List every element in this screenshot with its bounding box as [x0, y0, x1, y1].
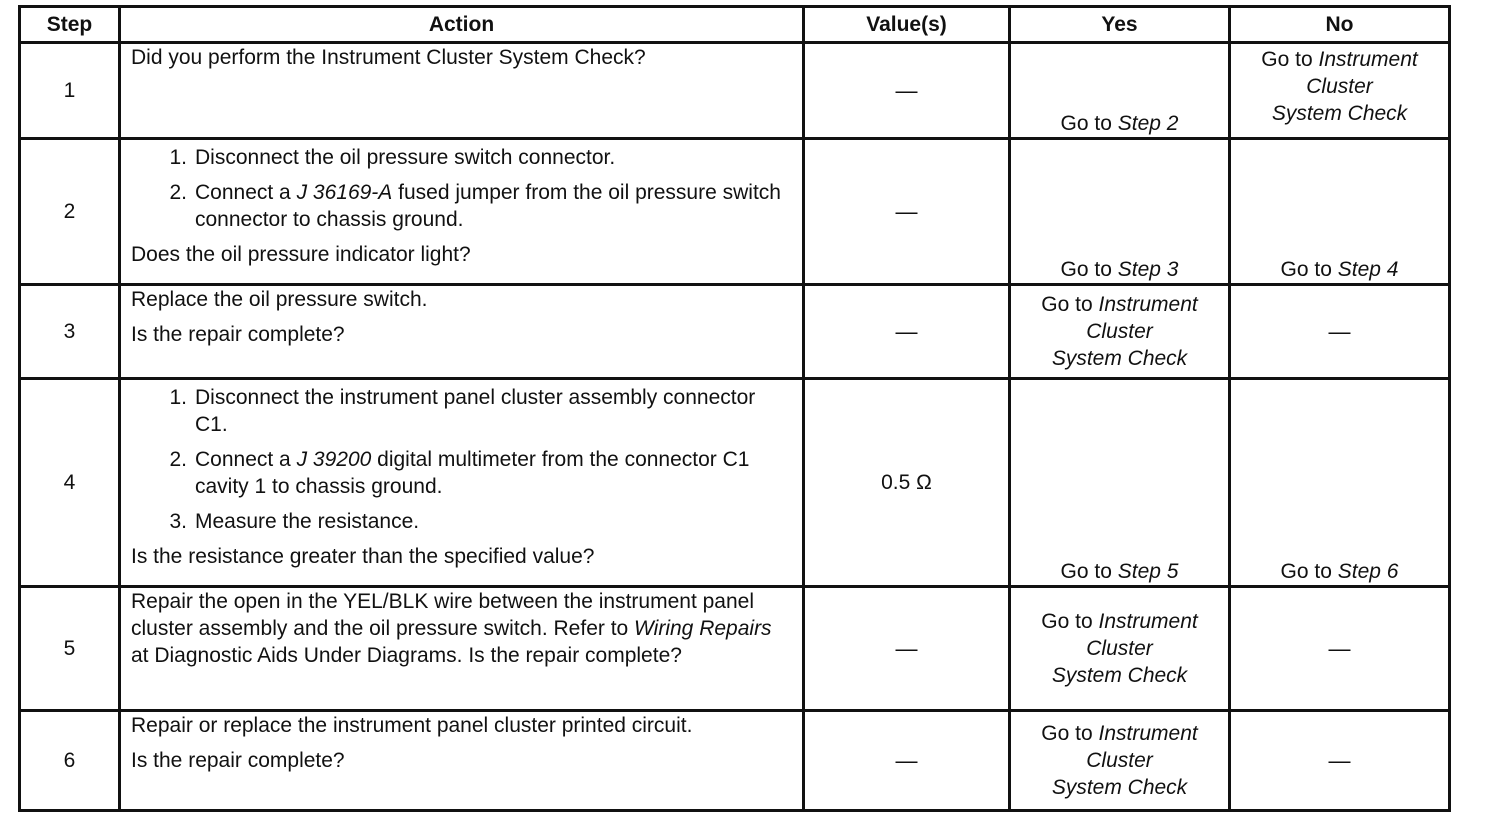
tool-reference: J 36169-A: [296, 181, 393, 204]
table-row-step-4: [20, 379, 1450, 587]
step-number: 4: [20, 379, 120, 587]
yes-cell: [1010, 379, 1230, 587]
item-text: Disconnect the instrument panel cluster assembly connector C1.: [195, 386, 756, 436]
step-number: 6: [20, 711, 120, 811]
procedure-item: [131, 179, 792, 233]
item-post: digital multimeter from the connector C1 cavity 1 to chassis ground.: [195, 448, 750, 498]
question-text: Is the repair complete?: [131, 749, 345, 772]
action-text: Replace the oil pressure switch.: [131, 288, 428, 311]
goto-label: Go to: [1060, 112, 1112, 135]
no-cell: —: [1230, 711, 1450, 811]
yes-target-line-3: System Check: [1051, 347, 1188, 370]
item-number: 3.: [169, 510, 187, 533]
item-text: Measure the resistance.: [195, 510, 420, 533]
item-number: 1.: [169, 146, 187, 169]
procedure-item: [131, 508, 792, 535]
action-cell: [120, 43, 804, 139]
no-target: Step 6: [1337, 560, 1399, 583]
yes-cell: [1010, 139, 1230, 285]
question-text: Does the oil pressure indicator light?: [131, 243, 471, 266]
item-number: 2.: [169, 181, 187, 204]
no-cell: —: [1230, 587, 1450, 711]
table-row-step-3: [20, 285, 1450, 379]
yes-target-line-2: Cluster: [1086, 320, 1153, 343]
yes-cell: [1010, 43, 1230, 139]
header-action: Action: [120, 7, 804, 43]
no-target: Step 4: [1337, 258, 1399, 281]
no-target-line-1: Instrument: [1318, 48, 1418, 71]
manual-reference: Wiring Repairs: [634, 617, 772, 640]
goto-label: Go to: [1280, 258, 1332, 281]
header-no: No: [1230, 7, 1450, 43]
step-number: 5: [20, 587, 120, 711]
goto-label: Go to: [1041, 610, 1093, 633]
header-step: Step: [20, 7, 120, 43]
table-row-step-5: [20, 587, 1450, 711]
yes-cell: [1010, 285, 1230, 379]
step-number: 2: [20, 139, 120, 285]
header-values: Value(s): [804, 7, 1010, 43]
action-cell: [120, 285, 804, 379]
item-text: [195, 179, 792, 233]
table-row-step-2: [20, 139, 1450, 285]
procedure-list: [131, 384, 792, 535]
item-pre: Connect a: [195, 448, 297, 471]
value-cell: —: [804, 139, 1010, 285]
item-post: fused jumper from the oil pressure switch connector to chassis ground.: [195, 181, 781, 231]
action-post: at Diagnostic Aids Under Diagrams. Is the repair complete?: [131, 644, 682, 667]
question-text: Is the resistance greater than the specified value?: [131, 545, 595, 568]
table-row-step-1: [20, 43, 1450, 139]
yes-target: Step 3: [1117, 258, 1179, 281]
yes-target-line-2: Cluster: [1086, 749, 1153, 772]
yes-target-line-1: Instrument: [1098, 610, 1198, 633]
yes-target-line-3: System Check: [1051, 664, 1188, 687]
value-cell: 0.5 Ω: [804, 379, 1010, 587]
action-text: Did you perform the Instrument Cluster System Check?: [131, 46, 646, 69]
no-cell: [1230, 139, 1450, 285]
item-number: 2.: [169, 448, 187, 471]
procedure-list: [131, 144, 792, 233]
value-cell: —: [804, 711, 1010, 811]
value-cell: —: [804, 285, 1010, 379]
action-cell: [120, 379, 804, 587]
no-target-line-2: Cluster: [1306, 75, 1373, 98]
procedure-item: [131, 384, 792, 438]
value-cell: —: [804, 43, 1010, 139]
goto-label: Go to: [1060, 560, 1112, 583]
table-row-step-6: [20, 711, 1450, 811]
item-text: Disconnect the oil pressure switch connector.: [195, 146, 616, 169]
goto-label: Go to: [1261, 48, 1313, 71]
action-pre: Repair the open in the YEL/BLK wire between the instrument panel cluster assembly and the oil pressure switch. Refer to: [131, 590, 755, 640]
yes-target-line-2: Cluster: [1086, 637, 1153, 660]
action-cell: [120, 587, 804, 711]
tool-reference: J 39200: [296, 448, 372, 471]
value-cell: —: [804, 587, 1010, 711]
no-cell: —: [1230, 285, 1450, 379]
goto-label: Go to: [1041, 293, 1093, 316]
no-cell: [1230, 379, 1450, 587]
procedure-item: [131, 446, 792, 500]
item-text: [195, 446, 792, 500]
yes-target: Step 2: [1117, 112, 1179, 135]
header-row: [20, 7, 1450, 43]
yes-target-line-1: Instrument: [1098, 722, 1198, 745]
goto-label: Go to: [1280, 560, 1332, 583]
goto-label: Go to: [1041, 722, 1093, 745]
item-number: 1.: [169, 386, 187, 409]
no-target-line-3: System Check: [1271, 102, 1408, 125]
action-text: Repair or replace the instrument panel cluster printed circuit.: [131, 714, 693, 737]
header-yes: Yes: [1010, 7, 1230, 43]
no-cell: [1230, 43, 1450, 139]
question-text: Is the repair complete?: [131, 323, 345, 346]
procedure-item: [131, 144, 792, 171]
action-cell: [120, 711, 804, 811]
item-pre: Connect a: [195, 181, 297, 204]
yes-target: Step 5: [1117, 560, 1179, 583]
diagnostic-table: [18, 5, 1451, 812]
yes-cell: [1010, 711, 1230, 811]
step-number: 1: [20, 43, 120, 139]
step-number: 3: [20, 285, 120, 379]
goto-label: Go to: [1060, 258, 1112, 281]
yes-target-line-3: System Check: [1051, 776, 1188, 799]
yes-target-line-1: Instrument: [1098, 293, 1198, 316]
action-cell: [120, 139, 804, 285]
yes-cell: [1010, 587, 1230, 711]
